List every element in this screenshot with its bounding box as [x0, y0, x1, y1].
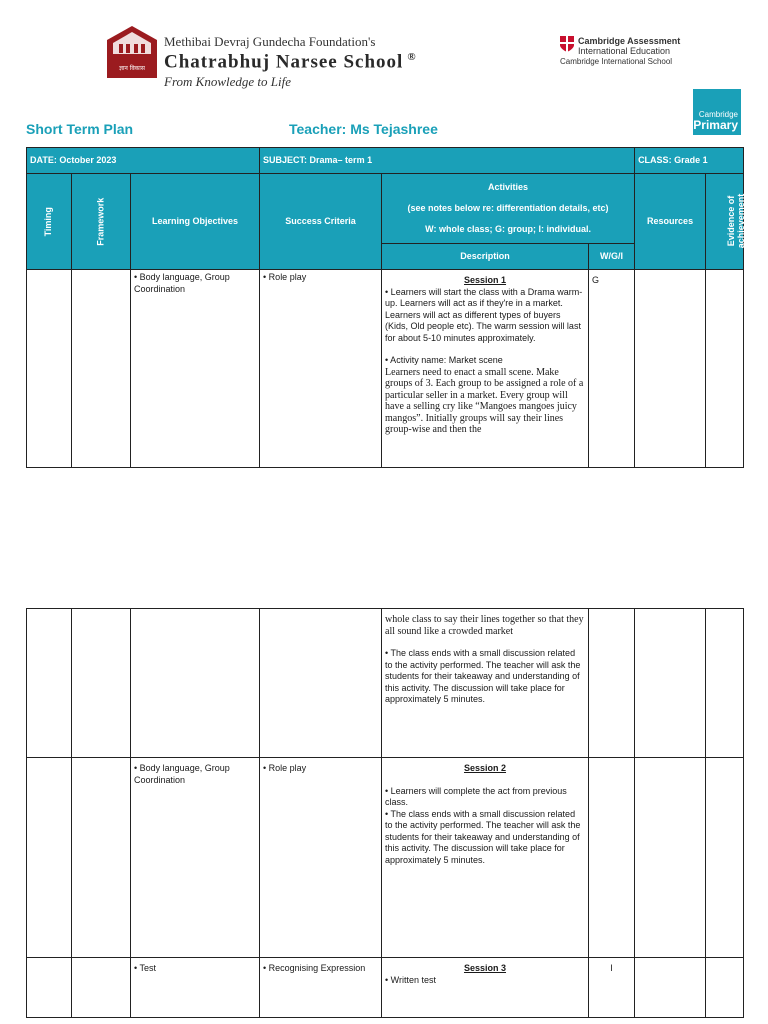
objective-cell: [131, 609, 260, 758]
criteria-cell: • Recognising Expression: [260, 958, 382, 1018]
session-title: Session 1: [464, 275, 507, 285]
wgi-cell: G: [589, 270, 635, 468]
description-cell: [382, 609, 589, 758]
subject-cell: SUBJECT: Drama– term 1: [260, 148, 635, 174]
teacher-name: Teacher: Ms Tejashree: [289, 121, 438, 137]
framework-cell: [72, 609, 131, 758]
wgi-header: W/G/I: [589, 244, 635, 270]
plan-table-page-1: [26, 147, 747, 468]
description-paragraph: • The class ends with a small discussion related to the activity performed. The teacher will ask the students for their takeaway and understanding of this activity. The discussion will take place for approximately 5 minutes.: [385, 808, 581, 865]
wgi-cell: I: [589, 958, 635, 1018]
resources-header: Resources: [635, 174, 706, 270]
date-cell: DATE: October 2023: [27, 148, 260, 174]
learning-objectives-header: Learning Objectives: [131, 174, 260, 270]
cambridge-primary-badge: Cambridge Primary: [693, 89, 741, 135]
cambridge-shield-icon: [560, 36, 574, 52]
activity-name: • Activity name: Market scene: [385, 355, 503, 365]
description-cell: [382, 270, 589, 468]
cambridge-school-label: Cambridge International School: [560, 57, 673, 66]
framework-cell: [72, 958, 131, 1018]
table-row: [27, 958, 744, 1018]
school-header: [164, 34, 417, 90]
description-cell: [382, 758, 589, 958]
framework-cell: [72, 270, 131, 468]
evidence-cell: [706, 958, 744, 1018]
activities-header: Activities (see notes below re: differentiation details, etc) W: whole class; G: group; I: individual.: [382, 174, 635, 244]
evidence-header: Evidence of achievement: [706, 174, 744, 270]
wgi-cell: [589, 609, 635, 758]
framework-header: Framework: [72, 174, 131, 270]
header-row-columns: [27, 174, 744, 244]
wgi-cell: [589, 758, 635, 958]
timing-cell: [27, 270, 72, 468]
criteria-cell: [260, 609, 382, 758]
cambridge-logo-text: Cambridge Assessment International Education: [578, 36, 681, 56]
svg-text:ज्ञान विकास: ज्ञान विकास: [119, 65, 145, 72]
framework-cell: [72, 758, 131, 958]
table-row: [27, 270, 744, 468]
timing-cell: [27, 758, 72, 958]
resources-cell: [635, 609, 706, 758]
activity-description: Learners need to enact a small scene. Make groups of 3. Each group to be assigned a role of a particular seller in a market. Every group will have a selling cry like “Mangoes mangoes juicy mangos”. Initially groups will say their lines group-wise and then the: [385, 366, 584, 435]
resources-cell: [635, 758, 706, 958]
timing-cell: [27, 609, 72, 758]
objective-cell: • Body language, Group Coordination: [131, 758, 260, 958]
resources-cell: [635, 958, 706, 1018]
activity-description-continued: whole class to say their lines together so that they all sound like a crowded market: [385, 614, 584, 637]
table-row: [27, 609, 744, 758]
plan-table-page-2: [26, 608, 744, 1018]
description-paragraph: • The class ends with a small discussion related to the activity performed. The teacher will ask the students for their takeaway and understanding of this activity. The discussion will take place for approximately 5 minutes.: [385, 648, 581, 704]
evidence-cell: [706, 270, 744, 468]
criteria-cell: • Role play: [260, 270, 382, 468]
description-header: Description: [382, 244, 589, 270]
school-crest-icon: [105, 24, 159, 80]
objective-cell: • Body language, Group Coordination: [131, 270, 260, 468]
session-title: Session 2: [463, 763, 507, 773]
evidence-cell: [706, 758, 744, 958]
timing-cell: [27, 958, 72, 1018]
success-criteria-header: Success Criteria: [260, 174, 382, 270]
timing-header: Timing: [27, 174, 72, 270]
school-tagline: From Knowledge to Life: [164, 74, 291, 90]
resources-cell: [635, 270, 706, 468]
evidence-cell: [706, 609, 744, 758]
foundation-name: Methibai Devraj Gundecha Foundation's: [164, 34, 376, 49]
criteria-cell: • Role play: [260, 758, 382, 958]
description-paragraph: • Learners will complete the act from previous class.: [385, 785, 567, 807]
class-cell: CLASS: Grade 1: [635, 148, 744, 174]
description-cell: [382, 958, 589, 1018]
plan-title: Short Term Plan: [26, 121, 134, 137]
session-title: Session 3: [463, 963, 507, 973]
description-paragraph: • Learners will start the class with a Drama warm-up. Learners will act as if they're in a market. Learners will act as different types of buyers (Kids, Old people etc). The warm session will last for about 5-10 minutes approximately.: [385, 286, 583, 343]
header-row-meta: [27, 148, 744, 174]
school-name: Chatrabhuj Narsee School ®: [164, 51, 417, 73]
description-paragraph: • Written test: [385, 974, 436, 985]
table-row: [27, 758, 744, 958]
objective-cell: • Test: [131, 958, 260, 1018]
